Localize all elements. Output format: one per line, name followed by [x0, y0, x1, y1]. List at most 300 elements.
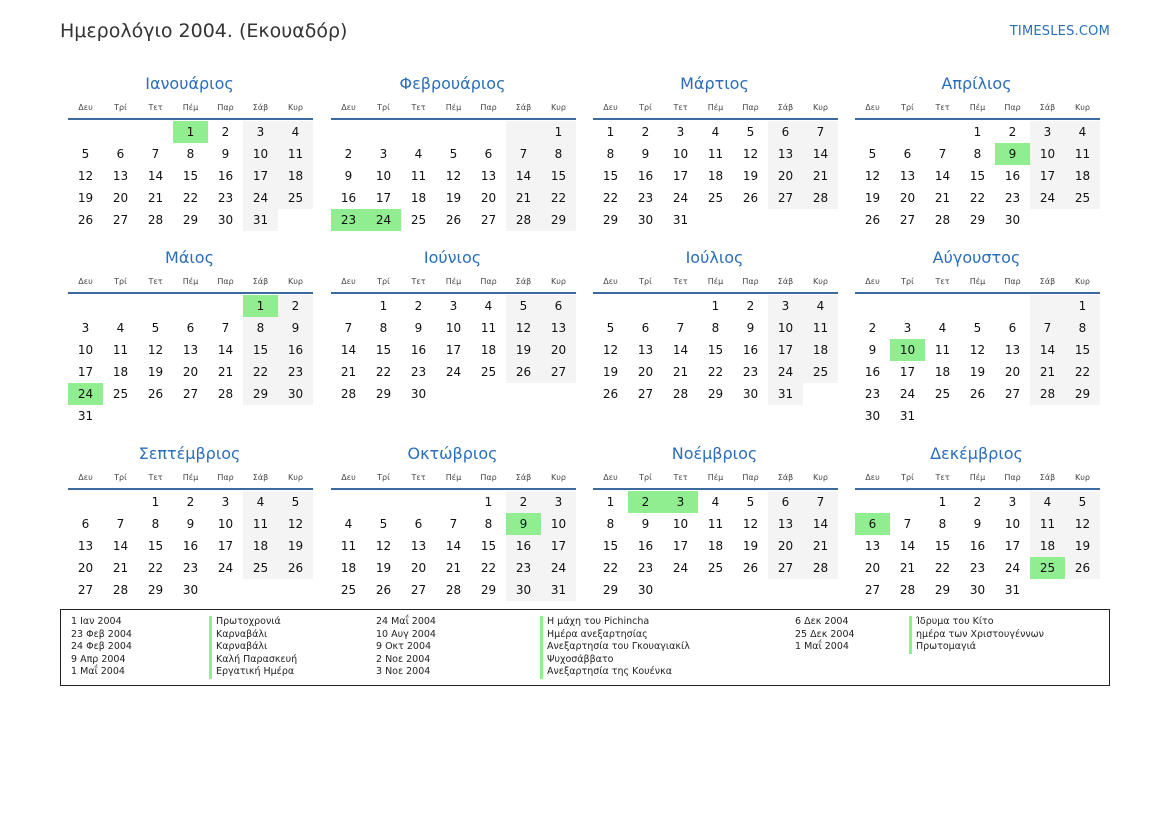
month-11 — [593, 444, 839, 601]
holiday-name: ημέρα των Χριστουγέννων — [916, 628, 1044, 640]
day-cell: 1 — [541, 121, 576, 143]
day-cell: 22 — [480, 561, 497, 575]
week-row — [593, 535, 839, 557]
day-cell: 5 — [746, 125, 755, 139]
holiday-dates-column — [795, 616, 855, 654]
empty-cell — [768, 579, 803, 601]
empty-cell — [138, 405, 173, 427]
day-cell: 8 — [379, 321, 388, 335]
holiday-name: Ανεξαρτησία του Γκουαγιακίλ — [547, 641, 690, 652]
day-cell: 13 — [77, 539, 94, 553]
day-cell: 15 — [602, 539, 619, 553]
day-cell: 5 — [606, 321, 615, 335]
day-cell: 4 — [1065, 121, 1100, 143]
empty-cell — [593, 295, 628, 317]
week-row — [68, 557, 314, 579]
site-link[interactable]: TIMESLES.COM — [1009, 24, 1110, 39]
holiday-list — [60, 609, 1110, 686]
weekday-label: Τρί — [114, 473, 127, 482]
week-row — [593, 383, 839, 405]
weekday-label: Κυρ — [1075, 103, 1090, 112]
weekday-header — [331, 471, 577, 485]
weekday-label: Σάβ — [777, 473, 794, 482]
weekday-label: Παρ — [217, 277, 234, 286]
day-cell: 4 — [938, 321, 947, 335]
day-cell: 19 — [506, 339, 541, 361]
weekday-label: Σάβ — [777, 103, 794, 112]
day-cell: 23 — [410, 365, 427, 379]
empty-cell — [331, 491, 366, 513]
month-6 — [331, 248, 577, 405]
day-cell: 5 — [506, 295, 541, 317]
day-cell: 27 — [864, 583, 881, 597]
day-cell: 15 — [147, 539, 164, 553]
weekday-label: Τρί — [377, 473, 390, 482]
empty-cell — [855, 295, 890, 317]
day-cell: 12 — [969, 343, 986, 357]
holiday-name: Ημέρα ανεξαρτησίας — [547, 628, 648, 640]
month-name: Σεπτέμβριος — [138, 444, 241, 463]
day-cell: 19 — [742, 169, 759, 183]
empty-cell — [436, 383, 471, 405]
weekday-label: Δευ — [603, 473, 618, 482]
day-cell: 9 — [506, 513, 541, 535]
empty-cell — [925, 121, 960, 143]
day-cell: 16 — [969, 539, 986, 553]
empty-cell — [890, 121, 925, 143]
week-row — [68, 187, 314, 209]
day-cell: 18 — [707, 539, 724, 553]
month-divider — [855, 118, 1100, 120]
month-1 — [68, 74, 314, 231]
day-cell: 10 — [1004, 517, 1021, 531]
empty-cell — [541, 383, 576, 405]
day-cell: 4 — [711, 495, 720, 509]
day-cell: 3 — [81, 321, 90, 335]
day-cell: 18 — [278, 165, 313, 187]
day-cell: 16 — [1004, 169, 1021, 183]
empty-cell — [1065, 579, 1100, 601]
day-cell: 22 — [602, 561, 619, 575]
day-cell: 5 — [1065, 491, 1100, 513]
weekday-header — [855, 101, 1101, 115]
day-cell: 31 — [541, 579, 576, 601]
day-cell: 14 — [803, 513, 838, 535]
day-cell: 7 — [1030, 317, 1065, 339]
day-cell: 6 — [768, 491, 803, 513]
day-cell: 30 — [637, 583, 654, 597]
week-row — [855, 405, 1101, 427]
day-cell: 19 — [375, 561, 392, 575]
empty-cell — [733, 209, 768, 231]
day-cell: 2 — [278, 295, 313, 317]
day-cell: 25 — [243, 557, 278, 579]
month-5 — [68, 248, 314, 427]
weekday-label: Σάβ — [252, 103, 269, 112]
empty-cell — [68, 491, 103, 513]
empty-cell — [1030, 209, 1065, 231]
day-cell: 30 — [217, 213, 234, 227]
day-cell: 7 — [803, 121, 838, 143]
day-cell: 25 — [803, 361, 838, 383]
day-cell: 2 — [1008, 125, 1017, 139]
weekday-label: Δευ — [341, 103, 356, 112]
empty-cell — [506, 121, 541, 143]
day-cell: 26 — [445, 213, 462, 227]
day-cell: 8 — [243, 317, 278, 339]
day-cell: 24 — [541, 557, 576, 579]
holiday-date: 24 Φεβ 2004 — [71, 641, 132, 652]
holiday-name: Καρναβάλι — [216, 641, 268, 652]
holiday-names-column — [209, 616, 297, 679]
day-cell: 6 — [484, 147, 493, 161]
day-cell: 6 — [541, 295, 576, 317]
week-row — [855, 513, 1101, 535]
day-cell: 13 — [541, 317, 576, 339]
month-name: Ιανουάριος — [145, 74, 234, 93]
day-cell: 19 — [278, 535, 313, 557]
weekday-label: Τετ — [411, 277, 426, 286]
day-cell: 4 — [243, 491, 278, 513]
empty-cell — [925, 405, 960, 427]
weekday-label: Τετ — [935, 473, 950, 482]
day-cell: 12 — [1065, 513, 1100, 535]
weekday-label: Πέμ — [969, 473, 986, 482]
empty-cell — [138, 121, 173, 143]
weekday-label: Τετ — [673, 473, 688, 482]
day-cell: 10 — [445, 321, 462, 335]
day-cell: 29 — [707, 387, 724, 401]
weekday-label: Κυρ — [288, 277, 303, 286]
week-row — [855, 209, 1101, 231]
day-cell: 28 — [899, 583, 916, 597]
holiday-name: Πρωτοχρονιά — [216, 616, 281, 627]
weekday-label: Τρί — [639, 103, 652, 112]
month-name: Ιούνιος — [423, 248, 482, 267]
day-cell: 9 — [221, 147, 230, 161]
day-cell: 26 — [506, 361, 541, 383]
day-cell: 8 — [484, 517, 493, 531]
week-row — [855, 535, 1101, 557]
week-row — [331, 295, 577, 317]
day-cell: 15 — [243, 339, 278, 361]
weekday-label: Παρ — [480, 277, 497, 286]
day-cell: 16 — [742, 343, 759, 357]
day-cell: 20 — [864, 561, 881, 575]
holiday-names-column — [540, 616, 690, 679]
weekday-label: Τρί — [377, 277, 390, 286]
weekday-label: Κυρ — [813, 277, 828, 286]
holiday-dates-column — [376, 616, 436, 679]
day-cell: 25 — [934, 387, 951, 401]
week-row — [855, 295, 1101, 317]
week-row — [593, 317, 839, 339]
day-cell: 15 — [375, 343, 392, 357]
day-cell: 27 — [112, 213, 129, 227]
empty-cell — [401, 121, 436, 143]
day-cell: 18 — [410, 191, 427, 205]
day-cell: 18 — [340, 561, 357, 575]
week-row — [331, 513, 577, 535]
day-cell: 2 — [221, 125, 230, 139]
day-cell: 27 — [480, 213, 497, 227]
week-row — [68, 361, 314, 383]
month-divider — [593, 292, 838, 294]
day-cell: 12 — [147, 343, 164, 357]
week-row — [593, 557, 839, 579]
day-cell: 24 — [445, 365, 462, 379]
day-cell: 5 — [746, 495, 755, 509]
day-cell: 1 — [711, 299, 720, 313]
weekday-label: Πέμ — [969, 277, 986, 286]
week-row — [68, 209, 314, 231]
weekday-label: Δευ — [78, 103, 93, 112]
month-divider — [331, 118, 576, 120]
empty-cell — [331, 121, 366, 143]
holiday-name: Ψυχοσάββατο — [547, 653, 614, 665]
day-cell: 23 — [1004, 191, 1021, 205]
empty-cell — [1030, 405, 1065, 427]
day-cell: 26 — [742, 191, 759, 205]
day-cell: 7 — [803, 491, 838, 513]
day-cell: 23 — [864, 387, 881, 401]
day-cell: 1 — [938, 495, 947, 509]
empty-cell — [401, 491, 436, 513]
weekday-label: Πέμ — [445, 277, 462, 286]
week-row — [68, 405, 314, 427]
day-cell: 16 — [637, 539, 654, 553]
day-cell: 25 — [707, 561, 724, 575]
holiday-date: 23 Φεβ 2004 — [71, 628, 132, 640]
day-cell: 23 — [331, 209, 366, 231]
day-cell: 3 — [243, 121, 278, 143]
day-cell: 17 — [445, 343, 462, 357]
day-cell: 30 — [410, 387, 427, 401]
day-cell: 8 — [606, 147, 615, 161]
week-row — [331, 187, 577, 209]
day-cell: 28 — [934, 213, 951, 227]
weekday-label: Παρ — [1004, 103, 1021, 112]
day-cell: 8 — [973, 147, 982, 161]
day-cell: 27 — [899, 213, 916, 227]
day-cell: 14 — [445, 539, 462, 553]
day-cell: 6 — [768, 121, 803, 143]
weekday-label: Παρ — [742, 473, 759, 482]
holiday-date: 9 Οκτ 2004 — [376, 641, 432, 652]
month-divider — [331, 292, 576, 294]
day-cell: 11 — [1030, 513, 1065, 535]
day-cell: 6 — [1008, 321, 1017, 335]
day-cell: 1 — [606, 495, 615, 509]
day-cell: 18 — [112, 365, 129, 379]
empty-cell — [436, 121, 471, 143]
weekday-label: Σάβ — [1039, 103, 1056, 112]
day-cell: 18 — [934, 365, 951, 379]
day-cell: 17 — [1004, 539, 1021, 553]
day-cell: 31 — [243, 209, 278, 231]
empty-cell — [138, 295, 173, 317]
day-cell: 28 — [147, 213, 164, 227]
weekday-label: Κυρ — [551, 277, 566, 286]
day-cell: 24 — [672, 191, 689, 205]
weekday-label: Τρί — [114, 103, 127, 112]
day-cell: 30 — [742, 387, 759, 401]
holiday-date: 2 Νοε 2004 — [376, 653, 431, 665]
day-cell: 7 — [151, 147, 160, 161]
day-cell: 5 — [868, 147, 877, 161]
day-cell: 27 — [541, 361, 576, 383]
day-cell: 22 — [375, 365, 392, 379]
day-cell: 3 — [768, 295, 803, 317]
empty-cell — [208, 579, 243, 601]
empty-cell — [68, 295, 103, 317]
weekday-label: Πέμ — [182, 277, 199, 286]
month-name: Οκτώβριος — [407, 444, 498, 463]
day-cell: 26 — [602, 387, 619, 401]
week-row — [331, 165, 577, 187]
weekday-label: Παρ — [742, 277, 759, 286]
week-row — [855, 557, 1101, 579]
weekday-header — [68, 471, 314, 485]
weekday-label: Πέμ — [182, 473, 199, 482]
day-cell: 22 — [243, 361, 278, 383]
weekday-header — [68, 101, 314, 115]
weekday-label: Πέμ — [969, 103, 986, 112]
day-cell: 9 — [344, 169, 353, 183]
month-name: Ιούλιος — [685, 248, 744, 267]
day-cell: 8 — [606, 517, 615, 531]
day-cell: 15 — [541, 165, 576, 187]
day-cell: 26 — [278, 557, 313, 579]
day-cell: 6 — [186, 321, 195, 335]
month-12 — [855, 444, 1101, 601]
weekday-label: Δευ — [341, 473, 356, 482]
day-cell: 3 — [379, 147, 388, 161]
day-cell: 15 — [707, 343, 724, 357]
week-row — [855, 383, 1101, 405]
day-cell: 23 — [217, 191, 234, 205]
day-cell: 21 — [803, 165, 838, 187]
day-cell: 15 — [969, 169, 986, 183]
week-row — [593, 121, 839, 143]
weekday-label: Κυρ — [551, 473, 566, 482]
day-cell: 21 — [899, 561, 916, 575]
day-cell: 24 — [68, 383, 103, 405]
month-name: Μάρτιος — [680, 74, 749, 93]
day-cell: 7 — [676, 321, 685, 335]
day-cell: 13 — [1004, 343, 1021, 357]
day-cell: 22 — [602, 191, 619, 205]
day-cell: 28 — [217, 387, 234, 401]
day-cell: 17 — [672, 169, 689, 183]
week-row — [855, 579, 1101, 601]
empty-cell — [436, 491, 471, 513]
day-cell: 10 — [768, 317, 803, 339]
empty-cell — [278, 209, 313, 231]
empty-cell — [663, 295, 698, 317]
week-row — [855, 121, 1101, 143]
day-cell: 31 — [672, 213, 689, 227]
week-row — [855, 491, 1101, 513]
empty-cell — [855, 491, 890, 513]
holiday-name: Η μάχη του Pichincha — [547, 616, 650, 627]
empty-cell — [471, 121, 506, 143]
month-name: Μάιος — [165, 248, 214, 267]
day-cell: 8 — [711, 321, 720, 335]
day-cell: 3 — [1008, 495, 1017, 509]
holiday-date: 1 Μαΐ 2004 — [795, 641, 849, 652]
day-cell: 24 — [243, 187, 278, 209]
day-cell: 4 — [278, 121, 313, 143]
empty-cell — [506, 383, 541, 405]
day-cell: 12 — [375, 539, 392, 553]
day-cell: 22 — [147, 561, 164, 575]
weekday-label: Παρ — [480, 103, 497, 112]
holiday-date: 10 Αυγ 2004 — [376, 628, 436, 640]
weekday-label: Κυρ — [1075, 277, 1090, 286]
day-cell: 26 — [375, 583, 392, 597]
day-cell: 29 — [147, 583, 164, 597]
day-cell: 18 — [803, 339, 838, 361]
empty-cell — [103, 405, 138, 427]
day-cell: 3 — [676, 125, 685, 139]
day-cell: 31 — [768, 383, 803, 405]
day-cell: 25 — [340, 583, 357, 597]
day-cell: 17 — [77, 365, 94, 379]
week-row — [68, 383, 314, 405]
day-cell: 3 — [903, 321, 912, 335]
empty-cell — [768, 209, 803, 231]
weekday-label: Τρί — [639, 277, 652, 286]
day-cell: 29 — [602, 213, 619, 227]
day-cell: 31 — [899, 409, 916, 423]
day-cell: 10 — [77, 343, 94, 357]
day-cell: 27 — [637, 387, 654, 401]
day-cell: 16 — [637, 169, 654, 183]
day-cell: 6 — [414, 517, 423, 531]
weekday-label: Τετ — [148, 473, 163, 482]
holiday-names-column — [909, 616, 1044, 654]
week-row — [68, 121, 314, 143]
month-9 — [68, 444, 314, 601]
day-cell: 13 — [112, 169, 129, 183]
weekday-label: Πέμ — [182, 103, 199, 112]
week-row — [331, 579, 577, 601]
month-8 — [855, 248, 1101, 427]
day-cell: 10 — [217, 517, 234, 531]
day-cell: 10 — [672, 147, 689, 161]
day-cell: 22 — [934, 561, 951, 575]
day-cell: 4 — [344, 517, 353, 531]
day-cell: 21 — [672, 365, 689, 379]
day-cell: 8 — [186, 147, 195, 161]
empty-cell — [1030, 295, 1065, 317]
day-cell: 7 — [506, 143, 541, 165]
weekday-label: Παρ — [1004, 473, 1021, 482]
day-cell: 4 — [711, 125, 720, 139]
day-cell: 11 — [707, 517, 724, 531]
week-row — [855, 339, 1101, 361]
day-cell: 28 — [112, 583, 129, 597]
day-cell: 21 — [934, 191, 951, 205]
weekday-label: Κυρ — [1075, 473, 1090, 482]
holiday-date: 24 Μαΐ 2004 — [376, 616, 436, 627]
day-cell: 31 — [1004, 583, 1021, 597]
weekday-label: Δευ — [865, 103, 880, 112]
day-cell: 2 — [506, 491, 541, 513]
day-cell: 28 — [803, 187, 838, 209]
week-row — [855, 165, 1101, 187]
